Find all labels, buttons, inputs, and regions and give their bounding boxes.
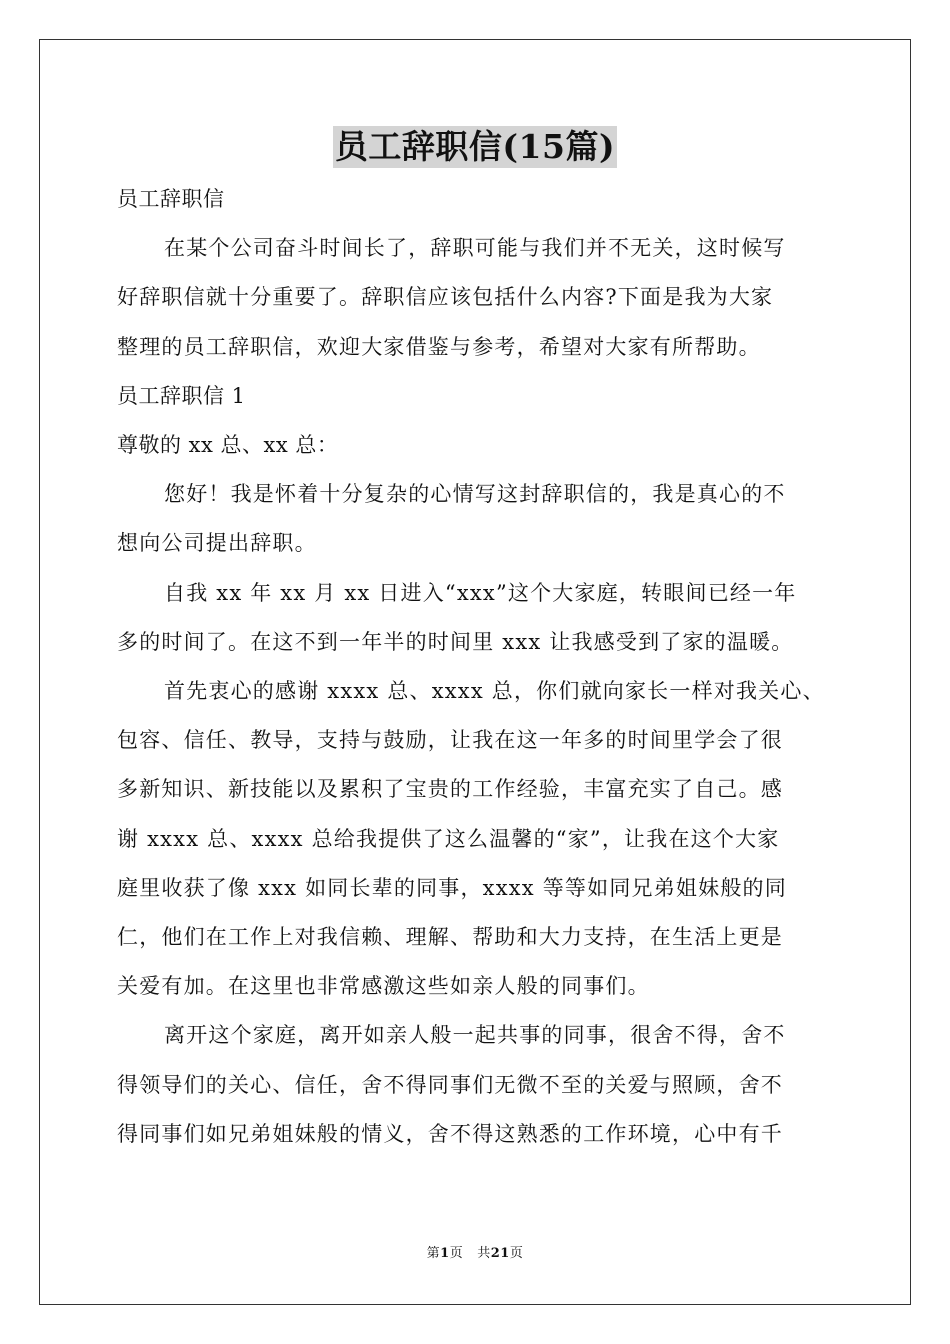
total-pages: 21 <box>490 1246 510 1261</box>
paragraph-line: 在某个公司奋斗时间长了，辞职可能与我们并不无关，这时候写 <box>164 236 786 261</box>
paragraph-line: 包容、信任、教导，支持与鼓励，让我在这一年多的时间里学会了很 <box>117 728 783 753</box>
section-heading: 员工辞职信 <box>117 187 225 211</box>
letter-heading: 员工辞职信 1 <box>117 383 246 408</box>
paragraph-line: 首先衷心的感谢 xxxx 总、xxxx 总，你们就向家长一样对我关心、 <box>164 679 825 704</box>
paragraph-line: 想向公司提出辞职。 <box>117 531 317 556</box>
total-prefix: 共 <box>477 1246 491 1261</box>
paragraph-line: 得领导们的关心、信任，舍不得同事们无微不至的关爱与照顾，舍不 <box>117 1072 783 1097</box>
paragraph-line: 自我 xx 年 xx 月 xx 日进入“xxx”这个大家庭，转眼间已经一年 <box>164 580 797 605</box>
paragraph-line: 谢 xxxx 总、xxxx 总给我提供了这么温馨的“家”，让我在这个大家 <box>117 826 780 851</box>
document-body <box>117 175 842 1159</box>
paragraph-line: 多新知识、新技能以及累积了宝贵的工作经验，丰富充实了自己。感 <box>117 777 783 802</box>
paragraph-line: 整理的员工辞职信，欢迎大家借鉴与参考，希望对大家有所帮助。 <box>117 334 761 359</box>
page-suffix: 页 <box>449 1246 464 1261</box>
salutation: 尊敬的 xx 总、xx 总： <box>117 433 339 458</box>
total-suffix: 页 <box>509 1246 524 1261</box>
paragraph-line: 得同事们如兄弟姐妹般的情义，舍不得这熟悉的工作环境，心中有千 <box>117 1121 783 1146</box>
page-prefix: 第 <box>426 1246 441 1261</box>
document-title: 员工辞职信(15篇) <box>334 127 616 166</box>
page-number: 1 <box>440 1246 450 1261</box>
paragraph-line: 多的时间了。在这不到一年半的时间里 xxx 让我感受到了家的温暖。 <box>117 629 794 654</box>
paragraph-line: 您好！我是怀着十分复杂的心情写这封辞职信的，我是真心的不 <box>164 482 786 507</box>
paragraph-line: 好辞职信就十分重要了。辞职信应该包括什么内容?下面是我为大家 <box>117 285 774 310</box>
title-container <box>0 126 950 168</box>
paragraph-line: 关爱有加。在这里也非常感激这些如亲人般的同事们。 <box>117 974 650 999</box>
paragraph-line: 离开这个家庭，离开如亲人般一起共事的同事，很舍不得，舍不 <box>164 1023 786 1048</box>
page-footer <box>0 1245 950 1263</box>
paragraph-line: 庭里收获了像 xxx 如同长辈的同事，xxxx 等等如同兄弟姐妹般的同 <box>117 875 787 900</box>
paragraph-line: 仁，他们在工作上对我信赖、理解、帮助和大力支持，在生活上更是 <box>117 925 783 950</box>
